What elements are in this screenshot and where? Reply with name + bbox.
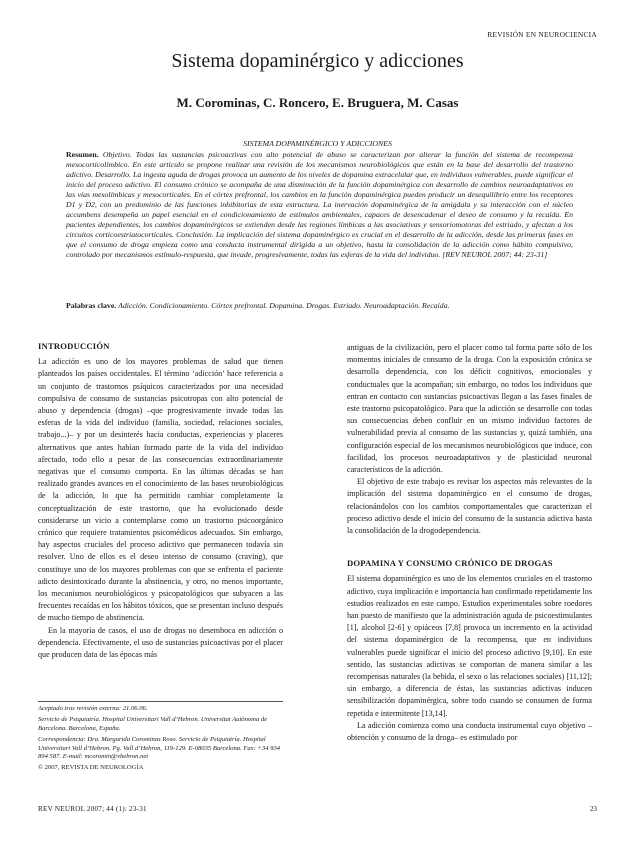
right-paragraph-2: El objetivo de este trabajo es revisar los aspectos más relevantes de la implicación del sistema dopaminérgico en el consumo de drogas, relacionándolos con los cambios comportamentales que caracterizan el proceso adictivo desde el inicio del consumo de la sustancia adictiva hasta la consolidación de la drogodependencia. (347, 477, 592, 536)
left-column (38, 340, 283, 661)
keywords-text: Adicción. Condicionamiento. Córtex prefrontal. Dopamina. Drogas. Estriado. Neuroadaptación. Recaída. (118, 301, 450, 310)
dopamine-heading: DOPAMINA Y CONSUMO CRÓNICO DE DROGAS (347, 558, 553, 569)
journal-citation: REV NEUROL 2007; 44 (1): 23-31 (38, 805, 147, 813)
accepted-date: Aceptado tras revisión externa: 21.06.06. (38, 705, 148, 712)
article-authors: M. Corominas, C. Roncero, E. Bruguera, M. Casas (176, 95, 459, 110)
affiliation: Servicio de Psiquiatría. Hospital Universitari Vall d’Hebron. Universitat Autònoma de Barcelona. Barcelona, España. (38, 716, 268, 732)
keywords (66, 301, 573, 311)
abstract-text: Objetivo. Todas las sustancias psicoactivas con alto potencial de abuso se caracterizan por alterar la función del sistema de recompensa mesocorticolímbico. En este artículo se propone realizar una revisión de los mecanismos neurobiológicos que están en la base del desarrollo del trastorno adictivo. Desarrollo. La ingesta aguda de drogas provoca un aumento de los niveles de dopamina extracelular que, en individuos vulnerables, puede significar el inicio del proceso adictivo. El consumo crónico se acompaña de una disminución de la función dopaminérgica con desarrollo de cambios neuroadaptativos en las vías mesolímbicas y mesocorticales. En el córtex prefrontal, los cambios en la función dopaminérgica pueden producir un desequilibrio entre los receptores D1 y D2, con un predominio de las funciones inhibitorias de esta estructura. La inervación dopaminérgica de la amígdala y su interacción con el núcleo accumbens desempeña un papel esencial en el condicionamiento de estímulos ambientales, capaces de desencadenar el deseo de consumo y la recaída. En pacientes dependientes, los cambios dopaminérgicos se extienden desde las regiones límbicas a las asociativas y sensoriomotoras del estriado, y afectan a los circuitos corticoestriatocorticales. Conclusión. La implicación del sistema dopaminérgico es crucial en el desarrollo de la adicción, desde las primeras fases en que el consumo de droga empieza como una conducta instrumental dirigida a un objetivo, hasta la consolidación de la adicción como hábito compulsivo, controlado por mecanismos estímulo-respuesta, que invade, progresivamente, todas las esferas de la vida del individuo. [REV NEUROL 2007; 44: 23-31] (66, 150, 573, 259)
resumen-label: Resumen. (66, 150, 99, 159)
correspondence: Correspondencia: Dra. Margarida Corominas Roso. Servicio de Psiquiatría. Hospital Universitari Vall d’Hebron. Pg. Vall d’Hebron, 119-129. E-08035 Barcelona. Fax: +34 934 894 587. E-mail: mcoromin@vhebron.net (38, 736, 281, 761)
intro-paragraph-1: La adicción es uno de los mayores problemas de salud que tienen planteados los países occidentales. El término ‘adicción’ hace referencia a un conjunto de trastornos psíquicos caracterizados por una necesidad compulsiva de consumo de sustancias psicotropas con alto potencial de abuso y dependencia (drogas) –que progresivamente invade todas las esferas de la vida del individuo (familia, sociedad, relaciones sociales, trabajo...)– y por un desinterés hacia conductas, experiencias y placeres alternativos que antes habían formado parte de la vida del individuo afectado, todo ello a pesar de las consecuencias extraordinariamente negativas que el consumo comporta. En las últimas décadas se han realizado grandes avances en el conocimiento de las bases neurobiológicas de la adicción, lo que ha permitido cambiar completamente la conceptualización de este trastorno, que ha evolucionado desde considerarse un vicio a contemplarse como un trastorno psicoorgánico crónico que requiere tratamientos psicomédicos adecuados. Sin embargo, hay aspectos cruciales del proceso adictivo que permanecen todavía sin resolver. Uno de ellos es el deseo intenso de consumo (craving), que constituye uno de los mayores problemas con que se enfrenta el paciente adicto desintoxicado durante la abstinencia, y otro, no menos importante, los mecanismos neurobiológicos y psicopatológicos que subyacen a las frecuentes recaídas en los hábitos tóxicos, que se presentan incluso después de mucho tiempo de abstinencia. (38, 357, 283, 623)
right-column (347, 342, 592, 744)
footnotes (38, 705, 283, 776)
article-title: Sistema dopaminérgico y adicciones (171, 50, 464, 72)
copyright: © 2007, REVISTA DE NEUROLOGÍA (38, 764, 144, 772)
abstract-heading: SISTEMA DOPAMINÉRGICO Y ADICCIONES (243, 139, 392, 148)
keywords-label: Palabras clave. (66, 301, 117, 310)
right-paragraph-4: La adicción comienza como una conducta instrumental cuyo objetivo –obtención y consumo de la droga– es estimulado por (347, 720, 592, 743)
right-paragraph-3: El sistema dopaminérgico es uno de los elementos cruciales en el trastorno adictivo, cuya implicación e importancia han confirmado repetidamente los estudios realizados en este campo. Estudios experimentales sobre roedores han puesto de manifiesto que la administración aguda de psicoestimulantes [1], alcohol [2-6] y opiáceos [7,8] provoca un incremento en la actividad del sistema dopaminérgico de la recompensa, que en individuos vulnerables puede significar el inicio del proceso adictivo [9,10]. En este sentido, las sustancias adictivas se comportan de manera similar a las recompensas naturales (la bebida, el sexo o las relaciones sociales) [11,12]; sin embargo, a diferencia de éstas, las sustancias adictivas inducen sensibilización dopaminérgica, sobre todo cuando se consumen de forma repetida e intermitente [13,14]. (347, 574, 592, 718)
page-number: 23 (589, 805, 597, 813)
abstract-body (66, 150, 573, 260)
footnote-divider (38, 701, 283, 702)
section-tag: REVISIÓN EN NEUROCIENCIA (487, 30, 597, 39)
intro-heading: INTRODUCCIÓN (38, 341, 110, 351)
right-paragraph-1: antiguas de la civilización, pero el placer como tal forma parte sólo de los momentos iniciales de consumo de la droga. Con la exposición crónica se desarrolla dependencia, con los déficit cognitivos, emocionales y conductuales que la acompañan; sin embargo, no todos los individuos que entran en contacto con sustancias psicoactivas llegan a las fases finales de este trastorno psicopatológico. Para que la adicción se desarrolle con todas sus consecuencias deben confluir en un mismo individuo factores de vulnerabilidad previa al consumo de las sustancias y, quizá también, una configuración especial de los mecanismos neurobiológicos que induce, con facilidad, los procesos neuroadaptativos y de plasticidad neuronal característicos de la adicción. (347, 343, 592, 475)
intro-paragraph-2: En la mayoría de casos, el uso de drogas no desemboca en adicción o dependencia. Efectivamente, el uso de sustancias psicoactivas por el placer que producen data de las épocas más (38, 625, 283, 660)
